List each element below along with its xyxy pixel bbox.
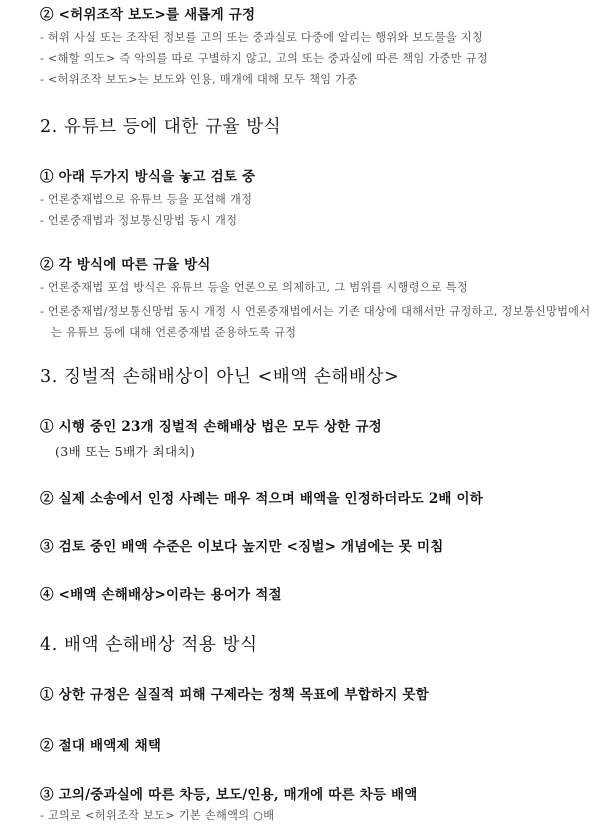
subheading-review-methods: ① 아래 두가지 방식을 놓고 검토 중: [40, 169, 256, 185]
list-item: - 언론중재법/정보통신망법 동시 개정 시 언론중재법에서는 기존 대상에 대해서만 규정하고, 정보통신망법에서는 유튜브 등에 대해 언론중재법 준용하도록 규정: [40, 305, 591, 339]
subheading-regulation-by-method: ② 각 방식에 따른 규율 방식: [40, 257, 211, 273]
subheading-absolute-multiple: ② 절대 배액제 채택: [40, 738, 162, 754]
note-max-multiple: (3배 또는 5배가 최대치): [55, 444, 196, 459]
subheading-differential-multiple: ③ 고의/중과실에 따른 차등, 보도/인용, 매개에 따른 차등 배액: [40, 787, 418, 803]
list-item: - 고의로 <허위조작 보도> 기본 손해액의 ○배: [40, 809, 275, 822]
subheading-term-appropriate: ④ <배액 손해배상>이라는 용어가 적절: [40, 587, 282, 603]
list-item: - 언론중재법과 정보통신망법 동시 개정: [40, 214, 238, 227]
subheading-actual-cases: ② 실제 소송에서 인정 사례는 매우 적으며 배액을 인정하더라도 2배 이하: [40, 491, 484, 507]
list-item: - <해할 의도> 즉 악의를 따로 구별하지 않고, 고의 또는 중과실에 따른 책임 가중만 규정: [40, 52, 488, 65]
section-heading-4: 4. 배액 손해배상 적용 방식: [40, 635, 258, 655]
section-heading-2: 2. 유튜브 등에 대한 규율 방식: [40, 117, 282, 137]
subheading-false-report-definition: ② <허위조작 보도>를 새롭게 규정: [40, 7, 256, 23]
list-item: - 언론중재법으로 유튜브 등을 포섭해 개정: [40, 193, 253, 206]
list-item: - <허위조작 보도>는 보도와 인용, 매개에 대해 모두 책임 가중: [40, 73, 358, 86]
subheading-review-level: ③ 검토 중인 배액 수준은 이보다 높지만 <징벌> 개념에는 못 미침: [40, 539, 444, 555]
list-item: - 허위 사실 또는 조작된 정보를 고의 또는 중과실로 다중에 알리는 행위와 보도물을 지칭: [40, 31, 483, 44]
subheading-cap-provision: ① 시행 중인 23개 징벌적 손해배상 법은 모두 상한 규정: [40, 419, 382, 435]
section-heading-3: 3. 징벌적 손해배상이 아닌 <배액 손해배상>: [40, 367, 400, 387]
list-item: - 언론중재법 포섭 방식은 유튜브 등을 언론으로 의제하고, 그 범위를 시행령으로 특정: [40, 281, 468, 294]
subheading-cap-policy: ① 상한 규정은 실질적 피해 구제라는 정책 목표에 부합하지 못함: [40, 687, 429, 703]
